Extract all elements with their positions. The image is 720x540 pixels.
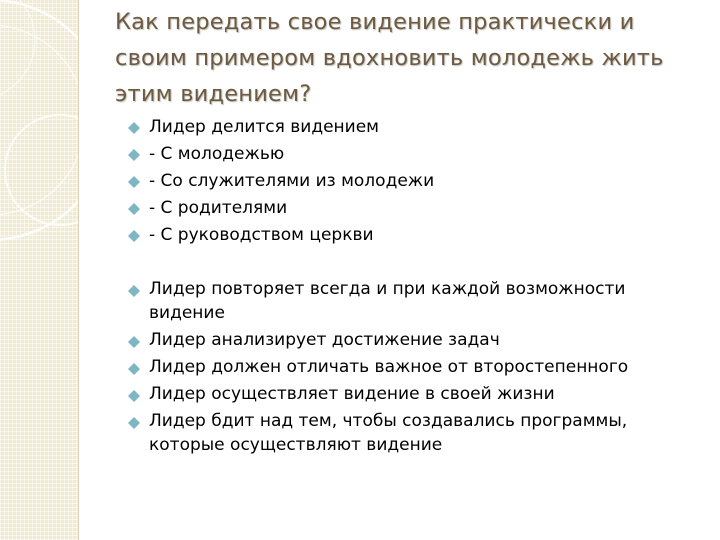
diamond-bullet-icon <box>128 277 142 304</box>
list-item <box>126 328 686 355</box>
diamond-bullet-icon <box>128 141 142 168</box>
list-item-text: - С молодежью <box>149 144 285 164</box>
list-item-text: Лидер повторяет всегда и при каждой возможности видение <box>149 279 626 323</box>
decorative-sidebar <box>0 0 79 540</box>
diamond-bullet-icon <box>128 222 142 249</box>
list-item-text: Лидер делится видением <box>149 117 379 137</box>
list-item-text: - Со служителями из молодежи <box>149 171 435 191</box>
list-item-text: Лидер бдит над тем, чтобы создавались программы, которые осуществляют видение <box>149 411 628 455</box>
bullet-list-leader-actions <box>126 277 686 460</box>
list-item-text: Лидер осуществляет видение в своей жизни <box>149 384 555 404</box>
diamond-bullet-icon <box>128 355 142 382</box>
diamond-bullet-icon <box>128 195 142 222</box>
list-item-text: - С родителями <box>149 198 288 218</box>
list-item-text: Лидер анализирует достижение задач <box>149 330 500 350</box>
list-item <box>126 277 686 328</box>
list-item <box>126 168 686 195</box>
list-item <box>126 222 686 249</box>
list-item <box>126 195 686 222</box>
decorative-circles-icon <box>0 0 78 540</box>
diamond-bullet-icon <box>128 382 142 409</box>
list-item <box>126 382 686 409</box>
list-item <box>126 114 686 141</box>
diamond-bullet-icon <box>128 409 142 436</box>
list-item <box>126 409 686 460</box>
bullet-list-sharing <box>126 114 686 249</box>
list-item-text: - С руководством церкви <box>149 225 374 245</box>
diamond-bullet-icon <box>128 168 142 195</box>
slide-title: Как передать свое видение практически и своим примером вдохновить молодежь жить этим видением? <box>115 9 664 107</box>
list-item <box>126 141 686 168</box>
diamond-bullet-icon <box>128 114 142 141</box>
list-item <box>126 355 686 382</box>
list-item-text: Лидер должен отличать важное от второстепенного <box>149 357 629 377</box>
diamond-bullet-icon <box>128 328 142 355</box>
